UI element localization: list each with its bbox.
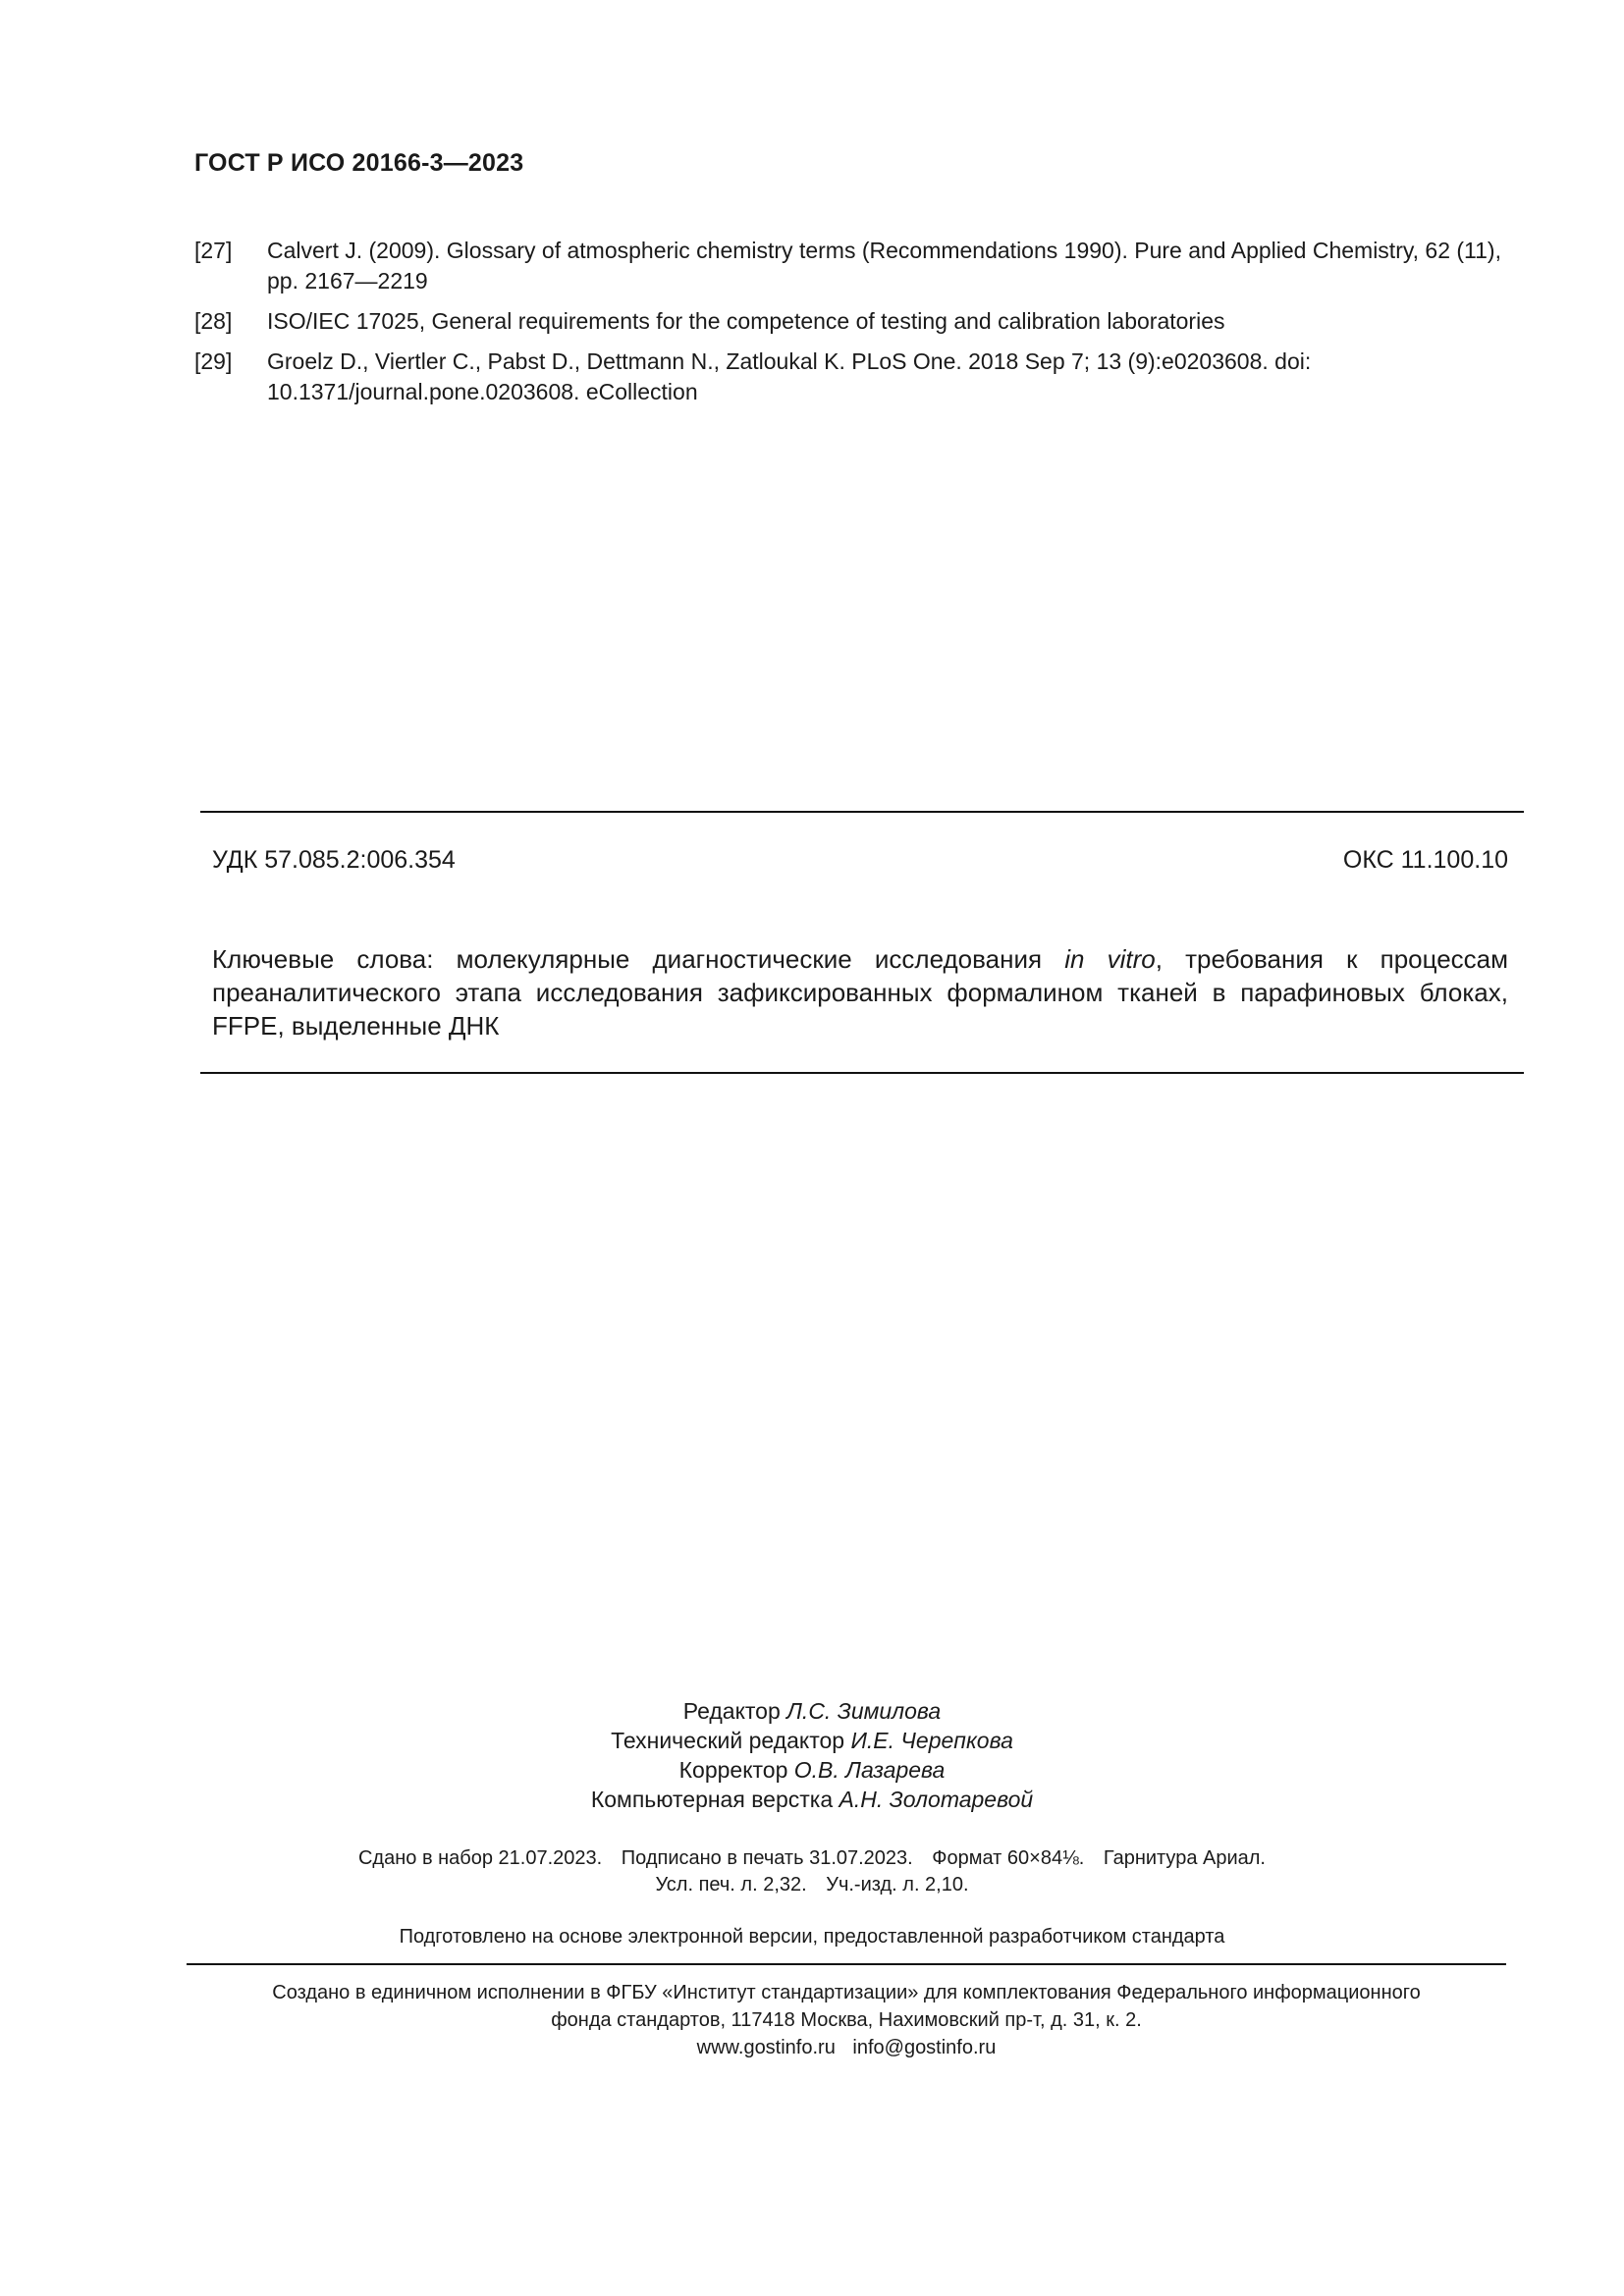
reference-text: Calvert J. (2009). Glossary of atmospheric chemistry terms (Recommendations 1990). Pure and Applied Chemistry, 62 (11), pp. 2167—2219 bbox=[267, 238, 1501, 294]
email-link[interactable]: info@gostinfo.ru bbox=[852, 2037, 997, 2058]
reference-number: [27] bbox=[194, 238, 233, 263]
publ-sheets: Уч.-изд. л. 2,10. bbox=[826, 1874, 969, 1896]
reference-item bbox=[194, 306, 1520, 337]
divider-top bbox=[200, 811, 1524, 813]
keywords-italic: in vitro bbox=[1064, 944, 1156, 974]
credit-name: Л.С. Зимилова bbox=[786, 1698, 942, 1724]
credit-role: Корректор bbox=[678, 1757, 788, 1783]
credit-line bbox=[0, 1755, 1624, 1785]
print-submitted: Сдано в набор 21.07.2023. bbox=[357, 1847, 603, 1869]
reference-number: [28] bbox=[194, 308, 233, 334]
credit-line bbox=[0, 1785, 1624, 1814]
document-title: ГОСТ Р ИСО 20166-3—2023 bbox=[194, 149, 524, 177]
print-sheets: Усл. печ. л. 2,32. bbox=[655, 1874, 807, 1896]
reference-item bbox=[194, 236, 1520, 296]
credit-role: Технический редактор bbox=[611, 1728, 845, 1753]
contact-line bbox=[187, 2034, 1506, 2061]
print-info-line bbox=[0, 1872, 1624, 1898]
keywords-paragraph bbox=[212, 942, 1508, 1042]
created-line-2: фонда стандартов, 117418 Москва, Нахимовский пр-т, д. 31, к. 2. bbox=[551, 2009, 1142, 2031]
reference-text: ISO/IEC 17025, General requirements for the competence of testing and calibration laboratories bbox=[267, 308, 1225, 334]
prepared-note: Подготовлено на основе электронной версии, предоставленной разработчиком стандарта bbox=[399, 1926, 1225, 1948]
credit-line bbox=[0, 1726, 1624, 1755]
created-line-1: Создано в единичном исполнении в ФГБУ «Институт стандартизации» для комплектования Федерального информационного bbox=[272, 1982, 1421, 2003]
print-info-line bbox=[0, 1845, 1624, 1872]
divider-footer bbox=[187, 1963, 1506, 1965]
keywords-text-before: Ключевые слова: молекулярные диагностические исследования bbox=[212, 944, 1065, 974]
udk-code: УДК 57.085.2:006.354 bbox=[212, 846, 456, 874]
keywords-text-after: , требования к процессам преаналитического этапа исследования зафиксированных формалином тканей в парафиновых блоках, FFPE, выделенные ДНК bbox=[212, 944, 1509, 1041]
website-link[interactable]: www.gostinfo.ru bbox=[696, 2037, 836, 2058]
print-info bbox=[0, 1845, 1624, 1898]
print-signed: Подписано в печать 31.07.2023. bbox=[621, 1847, 913, 1869]
references-list bbox=[194, 236, 1520, 417]
created-info bbox=[187, 1979, 1506, 2061]
credit-role: Редактор bbox=[682, 1698, 781, 1724]
credit-line bbox=[0, 1696, 1624, 1726]
credit-role: Компьютерная верстка bbox=[590, 1787, 834, 1812]
print-format: Формат 60×84⅛. bbox=[932, 1847, 1085, 1869]
print-font: Гарнитура Ариал. bbox=[1103, 1847, 1266, 1869]
credit-name: А.Н. Золотаревой bbox=[839, 1787, 1034, 1812]
credit-name: И.Е. Черепкова bbox=[850, 1728, 1013, 1753]
reference-number: [29] bbox=[194, 348, 233, 374]
editorial-credits bbox=[0, 1696, 1624, 1814]
reference-item bbox=[194, 347, 1520, 407]
oks-code: ОКС 11.100.10 bbox=[1342, 846, 1508, 874]
divider-bottom bbox=[200, 1072, 1524, 1074]
credit-name: О.В. Лазарева bbox=[793, 1757, 946, 1783]
reference-text: Groelz D., Viertler C., Pabst D., Dettmann N., Zatloukal K. PLoS One. 2018 Sep 7; 13 (9):e0203608. doi: 10.1371/journal.pone.0203608. eCollection bbox=[267, 348, 1312, 404]
